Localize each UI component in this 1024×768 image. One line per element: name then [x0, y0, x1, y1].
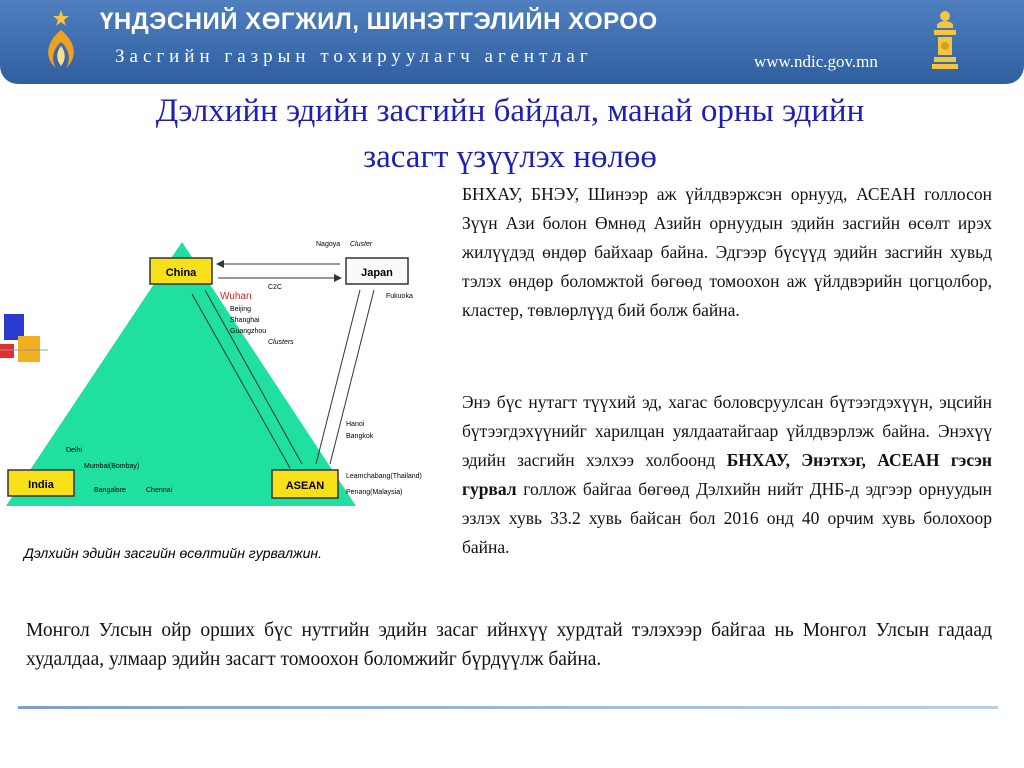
title-line-2: засагт үзүүлэх нөлөө: [363, 139, 657, 175]
penang-label: Penang(Malaysia): [346, 489, 403, 496]
clusters-label: Clusters: [268, 339, 294, 346]
cluster-label: Cluster: [350, 241, 373, 248]
mumbai-label: Mumbai(Bombay): [84, 463, 140, 470]
deco-red-square: [0, 344, 14, 358]
leamchabang-label: Leamchabang(Thailand): [346, 473, 422, 480]
japan-label: Japan: [361, 267, 393, 279]
hanoi-label: Hanoi: [346, 421, 365, 428]
title-line-1: Дэлхийн эдийн засгийн байдал, манай орны эдийн: [155, 93, 865, 129]
figure-caption: Дэлхийн эдийн засгийн өсөлтийн гурвалжин.: [24, 545, 323, 561]
bangkok-label: Bangkok: [346, 433, 374, 440]
bangalore-label: Bangalore: [94, 487, 126, 494]
bottom-divider: [18, 706, 998, 709]
paragraph-2: [462, 388, 992, 562]
header-banner: [0, 0, 1024, 84]
growth-triangle-figure: [0, 210, 452, 530]
paragraph-2-text-b: голлож байгаа бөгөөд Дэлхийн нийт ДНБ-д эдгээр орнуудын эзлэх хувь 33.2 хувь байсан бол 2016 онд 40 орчим хувь болохоор байна.: [462, 479, 992, 557]
paragraph-2-bold: БНХАУ, Энэтхэг, АСЕАН гэсэн гурвал: [462, 450, 992, 499]
ndic-logo-icon: [36, 6, 86, 76]
paragraph-3: Монгол Улсын ойр орших бүс нутгийн эдийн засаг ийнхүү хурдтай тэлэхээр байгаа нь Монгол Улсын гадаад худалдаа, улмаар эдийн засагт томоохон боломжийг бүрдүүлж байна.: [26, 620, 992, 670]
shanghai-label: Shanghai: [230, 317, 260, 324]
fukuoka-label: Fukuoka: [386, 293, 413, 300]
chennai-label: Chennai: [146, 487, 173, 494]
beijing-label: Beijing: [230, 306, 252, 313]
wuhan-label: Wuhan: [220, 291, 252, 302]
mongolia-emblem-icon: [928, 8, 962, 72]
guangzhou-label: Guangzhou: [230, 328, 267, 335]
agency-name: Засгийн газрын тохируулагч агентлаг: [115, 46, 593, 67]
india-label: India: [28, 479, 54, 491]
nagoya-label: Nagoya: [316, 241, 341, 248]
paragraph-1: БНХАУ, БНЭУ, Шинээр аж үйлдвэржсэн орнууд, АСЕАН голлосон Зүүн Ази болон Өмнөд Азийн орнуудын эдийн засгийн өсөлт ирэх жилүүдэд өндөр байхаар байна. Эдгээр бүсүүд эдийн засгийн хувьд тэлэх өндөр боломжтой бөгөөд томоохон аж үйлдвэрийн цогцолбор, кластер, төвлөрлүүд бий болж байна.: [462, 184, 992, 320]
c2c-label: C2C: [268, 284, 283, 291]
org-name: ҮНДЭСНИЙ ХӨГЖИЛ, ШИНЭТГЭЛИЙН ХОРОО: [100, 8, 658, 35]
asean-label: ASEAN: [285, 480, 325, 492]
china-label: China: [165, 267, 197, 279]
delhi-label: Delhi: [66, 447, 82, 454]
website-url[interactable]: www.ndic.gov.mn: [754, 52, 878, 71]
page-title: [40, 88, 980, 180]
deco-yellow-square: [18, 336, 40, 362]
paragraph-2-text-a: Энэ бүс нутагт түүхий эд, хагас боловсруулсан бүтээгдэхүүн, эцсийн бүтээгдэхүүнийг харилцан уялдаатайгаар үйлдвэрлэж байна. Энэхүү эдийн засгийн хэлхээ холбоонд: [462, 392, 992, 470]
